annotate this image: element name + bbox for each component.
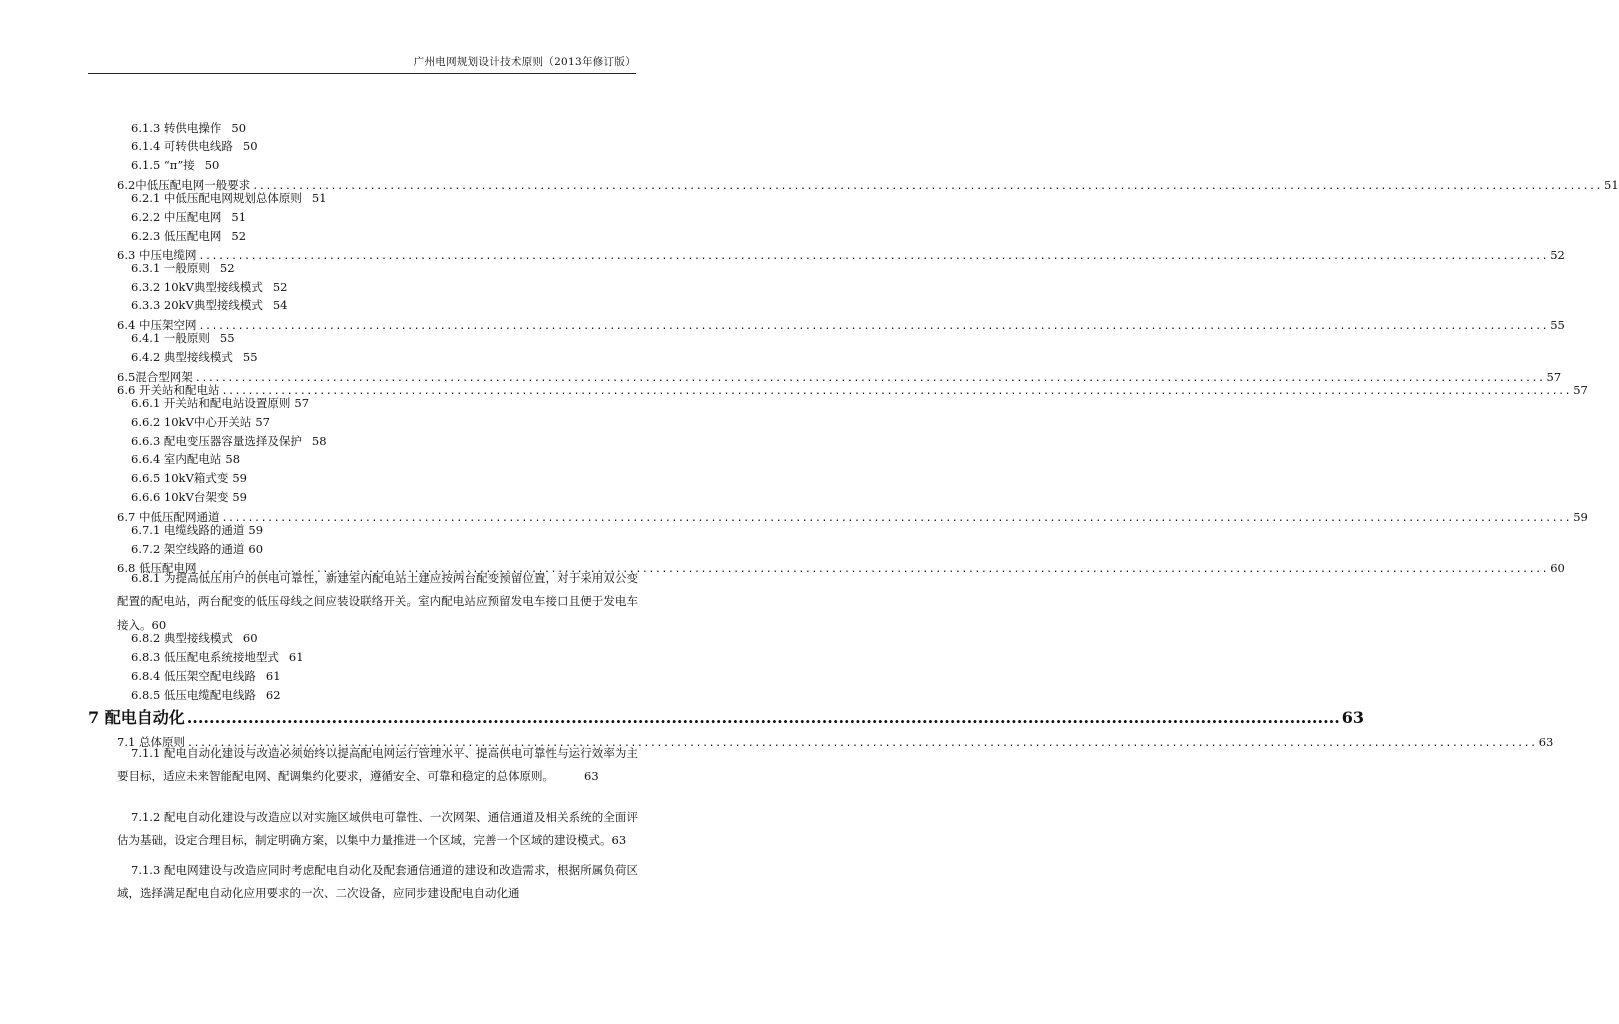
- leader-dots: ...............................................................................................................................................................................................................: [186, 708, 1340, 727]
- toc-entry-6-3[interactable]: 6.3 中压电缆网 ............................................................................................................................................................................................................... 52: [117, 248, 1565, 262]
- toc-entry-6-8-2[interactable]: 6.8.2 典型接线模式 60: [131, 631, 258, 645]
- toc-entry-6-4-1[interactable]: 6.4.1 一般原则 55: [131, 331, 235, 345]
- toc-entry-6-8-3[interactable]: 6.8.3 低压配电系统接地型式 61: [131, 650, 304, 664]
- toc-entry-7-1-3[interactable]: 7.1.3 配电网建设与改造应同时考虑配电自动化及配套通信通道的建设和改造需求，根据所属负荷区域，选择满足配电自动化应用要求的一次、二次设备，应同步建设配电自动化通: [117, 863, 638, 901]
- toc-entry-6-7-2[interactable]: 6.7.2 架空线路的通道 60: [131, 542, 264, 556]
- leader-dots: ...............................................................................................................................................................................................................: [198, 251, 1549, 262]
- toc-entry-6-8[interactable]: 6.8 低压配电网 ............................................................................................................................................................................................................... 60: [117, 561, 1565, 575]
- leader-dots: ...............................................................................................................................................................................................................: [194, 373, 1545, 384]
- toc-entry-6-4[interactable]: 6.4 中压架空网 ............................................................................................................................................................................................................... 55: [117, 318, 1565, 332]
- toc-entry-6-6-3[interactable]: 6.6.3 配电变压器容量选择及保护 58: [131, 434, 327, 448]
- toc-entry-7-1-1[interactable]: 7.1.1 配电自动化建设与改造必须始终以提高配电网运行管理水平、提高供电可靠性与运行效率为主要目标，适应未来智能配电网、配调集约化要求，遵循安全、可靠和稳定的总体原则。 63: [117, 746, 638, 784]
- toc-entry-6-7-1[interactable]: 6.7.1 电缆线路的通道 59: [131, 523, 264, 537]
- toc-entry-6-2[interactable]: 6.2中低压配电网一般要求 ............................................................................................................................................................................................................... 51: [117, 178, 1619, 192]
- toc-entry-6-8-5[interactable]: 6.8.5 低压电缆配电线路 62: [131, 688, 281, 702]
- toc-entry-6-4-2[interactable]: 6.4.2 典型接线模式 55: [131, 350, 258, 364]
- toc-entry-6-7[interactable]: 6.7 中低压配网通道 ............................................................................................................................................................................................................... 59: [117, 510, 1588, 524]
- toc-entry-6-1-4[interactable]: 6.1.4 可转供电线路 50: [131, 139, 258, 153]
- toc-entry-6-2-2[interactable]: 6.2.2 中压配电网 51: [131, 210, 247, 224]
- toc-entry-6-6[interactable]: 6.6 开关站和配电站 ............................................................................................................................................................................................................... 57: [117, 383, 1588, 397]
- leader-dots: ...............................................................................................................................................................................................................: [186, 738, 1537, 749]
- toc-entry-6-2-1[interactable]: 6.2.1 中低压配电网规划总体原则 51: [131, 191, 327, 205]
- leader-dots: ...............................................................................................................................................................................................................: [252, 181, 1603, 192]
- toc-entry-6-1-5[interactable]: 6.1.5 “π”接 50: [131, 158, 220, 172]
- toc-entry-6-1-3[interactable]: 6.1.3 转供电操作 50: [131, 121, 247, 135]
- toc-entry-6-8-1[interactable]: 6.8.1 为提高低压用户的供电可靠性，新建室内配电站土建应按两台配变预留位置，对于采用双公变配置的配电站，两台配变的低压母线之间应装设联络开关。室内配电站应预留发电车接口且便于发电车接入。60: [117, 571, 638, 632]
- toc-entry-6-6-5[interactable]: 6.6.5 10kV箱式变 59: [131, 471, 247, 485]
- toc-entry-6-3-2[interactable]: 6.3.2 10kV典型接线模式 52: [131, 280, 288, 294]
- header-title: 广州电网规划设计技术原则（2013年修订版）: [413, 56, 636, 68]
- toc-entry-6-6-2[interactable]: 6.6.2 10kV中心开关站 57: [131, 415, 270, 429]
- leader-dots: ...............................................................................................................................................................................................................: [221, 386, 1572, 397]
- toc-entry-6-3-1[interactable]: 6.3.1 一般原则 52: [131, 261, 235, 275]
- leader-dots: ...............................................................................................................................................................................................................: [198, 321, 1549, 332]
- toc-entry-6-6-1[interactable]: 6.6.1 开关站和配电站设置原则 57: [131, 396, 310, 410]
- toc-entry-6-6-4[interactable]: 6.6.4 室内配电站 58: [131, 452, 241, 466]
- toc-entry-6-2-3[interactable]: 6.2.3 低压配电网 52: [131, 229, 247, 243]
- toc-entry-6-8-4[interactable]: 6.8.4 低压架空配电线路 61: [131, 669, 281, 683]
- page-header: [88, 55, 636, 74]
- toc-entry-6-3-3[interactable]: 6.3.3 20kV典型接线模式 54: [131, 298, 288, 312]
- leader-dots: ...............................................................................................................................................................................................................: [198, 564, 1549, 575]
- toc-entry-6-6-6[interactable]: 6.6.6 10kV台架变 59: [131, 490, 247, 504]
- toc-entry-7-1-2[interactable]: 7.1.2 配电自动化建设与改造应以对实施区域供电可靠性、一次网架、通信通道及相关系统的全面评估为基础，设定合理目标，制定明确方案，以集中力量推进一个区域，完善一个区域的建设模式。63: [117, 810, 638, 848]
- leader-dots: ...............................................................................................................................................................................................................: [221, 513, 1572, 524]
- toc-chapter-7[interactable]: 7 配电自动化 ............................................................................................................................................................................................................... 63: [88, 708, 1365, 727]
- toc-entry-6-5[interactable]: 6.5混合型网架 ............................................................................................................................................................................................................... 57: [117, 370, 1562, 384]
- toc-entry-7-1[interactable]: 7.1 总体原则 ............................................................................................................................................................................................................... 63: [117, 735, 1554, 749]
